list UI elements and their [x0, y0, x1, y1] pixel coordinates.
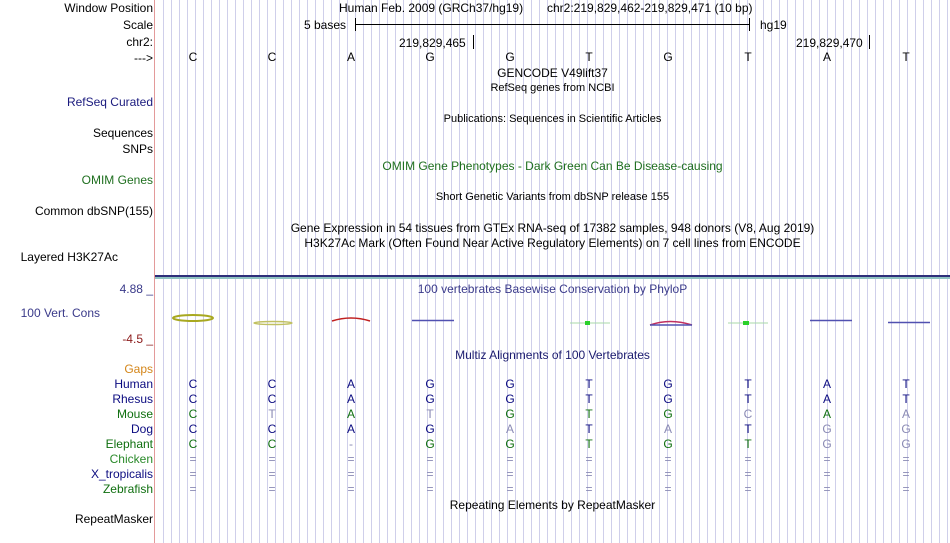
alignment-base: = — [664, 467, 672, 481]
alignment-base: G — [505, 377, 515, 391]
alignment-base: G — [822, 422, 832, 436]
alignment-base: A — [901, 407, 910, 421]
alignment-base: = — [744, 482, 752, 496]
phylop-title[interactable]: 100 vertebrates Basewise Conservation by PhyloP — [417, 282, 688, 296]
alignment-base: G — [901, 437, 911, 451]
alignment-base: G — [425, 437, 435, 451]
alignment-base: T — [585, 422, 593, 436]
alignment-base: - — [349, 437, 353, 451]
alignment-base: C — [188, 407, 198, 421]
base-letter: A — [346, 50, 355, 64]
alignment-base: T — [744, 392, 752, 406]
alignment-base: C — [188, 437, 198, 451]
alignment-base: C — [188, 392, 198, 406]
species-label-chicken[interactable]: Chicken — [109, 452, 153, 466]
alignment-base: A — [346, 407, 355, 421]
alignment-base: = — [268, 452, 276, 466]
alignment-base: C — [188, 377, 198, 391]
snps-label[interactable]: SNPs — [122, 142, 153, 156]
multiz-title[interactable]: Multiz Alignments of 100 Vertebrates — [455, 348, 650, 362]
alignment-base: = — [268, 482, 276, 496]
window-position-label: Window Position — [64, 1, 153, 15]
alignment-base: = — [902, 467, 910, 481]
repeatmasker-title[interactable]: Repeating Elements by RepeatMasker — [449, 498, 656, 512]
alignment-base: G — [425, 377, 435, 391]
refseq-subtitle: RefSeq genes from NCBI — [490, 82, 615, 94]
coordinate-tick-1: 219,829,465 — [399, 36, 466, 50]
alignment-base: G — [901, 422, 911, 436]
sequences-label[interactable]: Sequences — [92, 126, 153, 140]
alignment-base: = — [902, 452, 910, 466]
species-label-mouse[interactable]: Mouse — [116, 407, 153, 421]
alignment-base: T — [744, 437, 752, 451]
alignment-base: G — [663, 437, 673, 451]
gaps-label[interactable]: Gaps — [124, 362, 153, 376]
species-label-rhesus[interactable]: Rhesus — [112, 392, 153, 406]
species-label-elephant[interactable]: Elephant — [105, 437, 153, 451]
alignment-base: = — [189, 482, 197, 496]
alignment-base: G — [505, 392, 515, 406]
gencode-title[interactable]: GENCODE V49lift37 — [497, 66, 608, 80]
vert-cons-label[interactable]: 100 Vert. Cons — [20, 306, 100, 320]
alignment-base: T — [585, 377, 593, 391]
alignment-base: = — [426, 482, 434, 496]
alignment-base: C — [267, 392, 277, 406]
species-label-human[interactable]: Human — [114, 377, 153, 391]
dbsnp-title[interactable]: Short Genetic Variants from dbSNP release 155 — [435, 191, 670, 203]
alignment-base: = — [664, 452, 672, 466]
alignment-base: G — [663, 392, 673, 406]
alignment-base: T — [744, 377, 752, 391]
alignment-base: = — [189, 452, 197, 466]
alignment-base: = — [585, 452, 593, 466]
gtex-title[interactable]: Gene Expression in 54 tissues from GTEx RNA-seq of 17382 samples, 948 donors (V8, Aug 2019) — [290, 221, 815, 235]
window-position-text: chr2:219,829,462-219,829,471 (10 bp) — [547, 1, 753, 15]
alignment-base: G — [425, 422, 435, 436]
alignment-base: = — [585, 467, 593, 481]
alignment-base: = — [347, 452, 355, 466]
alignment-base: = — [823, 452, 831, 466]
alignment-base: = — [585, 482, 593, 496]
base-letter: C — [188, 50, 198, 64]
alignment-base: G — [505, 407, 515, 421]
alignment-base: A — [346, 422, 355, 436]
alignment-base: A — [346, 392, 355, 406]
base-letter: G — [425, 50, 435, 64]
alignment-base: C — [267, 437, 277, 451]
base-letter: A — [822, 50, 831, 64]
scale-label: Scale — [122, 18, 153, 32]
phylop-signal — [173, 315, 930, 325]
alignment-base: T — [585, 407, 593, 421]
alignment-base: = — [506, 452, 514, 466]
base-letter: G — [663, 50, 673, 64]
omim-genes-label[interactable]: OMIM Genes — [81, 173, 153, 187]
alignment-base: A — [663, 422, 672, 436]
alignment-base: = — [347, 467, 355, 481]
alignment-base: T — [744, 422, 752, 436]
alignment-base: C — [267, 422, 277, 436]
alignment-base: = — [823, 482, 831, 496]
alignment-base: A — [505, 422, 514, 436]
alignment-base: = — [347, 482, 355, 496]
alignment-base: T — [585, 437, 593, 451]
alignment-base: G — [425, 392, 435, 406]
alignment-base: = — [744, 452, 752, 466]
refseq-curated-label[interactable]: RefSeq Curated — [66, 95, 153, 109]
alignment-base: C — [267, 377, 277, 391]
alignment-base: T — [902, 377, 910, 391]
alignment-base: = — [744, 467, 752, 481]
species-label-dog[interactable]: Dog — [130, 422, 153, 436]
assembly-text: Human Feb. 2009 (GRCh37/hg19) — [339, 1, 524, 15]
layered-h3k27ac-label[interactable]: Layered H3K27Ac — [20, 250, 118, 264]
alignment-base: = — [664, 482, 672, 496]
alignment-base: A — [346, 377, 355, 391]
alignment-base: = — [902, 482, 910, 496]
alignment-base: = — [506, 467, 514, 481]
alignment-base: G — [822, 437, 832, 451]
h3k27ac-title[interactable]: H3K27Ac Mark (Often Found Near Active Regulatory Elements) on 7 cell lines from ENCODE — [304, 236, 801, 250]
alignment-base: T — [902, 392, 910, 406]
base-letter: C — [267, 50, 277, 64]
base-letter: G — [505, 50, 515, 64]
omim-phenotypes-title[interactable]: OMIM Gene Phenotypes - Dark Green Can Be Disease-causing — [382, 159, 723, 173]
alignment-base: = — [268, 467, 276, 481]
strand-arrow-label[interactable]: ---> — [134, 51, 153, 65]
alignment-base: G — [663, 377, 673, 391]
common-dbsnp-label[interactable]: Common dbSNP(155) — [34, 204, 153, 218]
species-label-x-tropicalis[interactable]: X_tropicalis — [90, 467, 153, 481]
alignment-base: = — [823, 467, 831, 481]
repeatmasker-label[interactable]: RepeatMasker — [74, 512, 153, 526]
alignment-base: T — [585, 392, 593, 406]
base-letter: T — [744, 50, 752, 64]
scale-db-text: hg19 — [760, 18, 787, 32]
coordinate-tick-2: 219,829,470 — [796, 36, 863, 50]
alignment-base: G — [505, 437, 515, 451]
base-letter: T — [902, 50, 910, 64]
scale-bases-text: 5 bases — [304, 18, 347, 32]
scale-bar — [356, 18, 750, 31]
phylop-min-value: -4.5 _ — [122, 332, 153, 346]
alignment-base: C — [743, 407, 753, 421]
alignment-base: T — [268, 407, 276, 421]
publications-title[interactable]: Publications: Sequences in Scientific Articles — [443, 113, 662, 125]
alignment-base: A — [822, 407, 831, 421]
alignment-base: = — [426, 452, 434, 466]
alignment-base: = — [506, 482, 514, 496]
alignment-base: C — [188, 422, 198, 436]
chrom-label: chr2: — [126, 35, 153, 49]
alignment-base: A — [822, 392, 831, 406]
alignment-base: A — [822, 377, 831, 391]
alignment-base: G — [663, 407, 673, 421]
alignment-base: = — [189, 467, 197, 481]
alignment-base: = — [426, 467, 434, 481]
phylop-max-value: 4.88 _ — [119, 282, 153, 296]
alignment-base: T — [426, 407, 434, 421]
base-letter: T — [585, 50, 593, 64]
species-label-zebrafish[interactable]: Zebrafish — [102, 482, 153, 496]
